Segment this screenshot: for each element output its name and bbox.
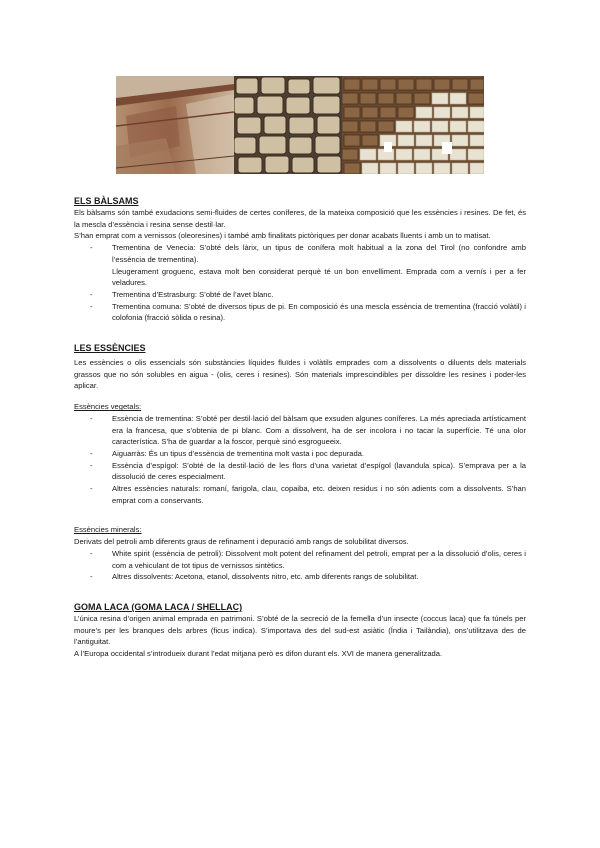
list-item: - Aiguarràs: És un tipus d’essència de trementina molt vasta i poc depurada.	[74, 448, 526, 460]
paragraph: Els bàlsams són també exudacions semi-fluides de certes coníferes, de la mateixa composició que les essències i resines. De fet, és la mescla d’essència i resina sense destil·lar.	[74, 208, 526, 229]
paragraph: S’han emprat com a vernissos (oleoresines) i també amb finalitats pictòriques per donar acabats lluents i amb un to matisat.	[74, 231, 491, 241]
list-item: - Essència de trementina: S’obté per destil·lació del bàlsam que exsuden algunes coníferes. La més apreciada artísticament era la francesa, que s’obtenia de pi blanc. Com a dissolvent, ha de ser incolora i no tacar la superfície. Té una olor característica. S’ha de guardar a la foscor, perquè sinó esgrogueeix.	[74, 413, 526, 448]
list-item: - Trementina comuna: S’obté de diversos tipus de pi. En composició és una mescla essència de trementina (fracció volàtil) i colofonia (fracció sòlida o resina).	[74, 301, 526, 324]
list-item: - Altres essències naturals: romaní, farigola, clau, copaiba, etc. deixen residus i no són adients com a dissolvents. S’han emprat com a conservants.	[74, 483, 526, 506]
section-title-gomalaca: GOMA LACA (GOMA LACA / SHELLAC)	[74, 601, 243, 612]
stone-wall-photo	[234, 76, 342, 174]
paragraph: Les essències o olis essencials són substàncies líquides fluïdes i volàtils emprades com a dissolvents o diluents dels materials grassos que no són solubles en aigua - (olis, ceres i resines). Són materials imprescindibles per dissoldre les resines i poder-les aplicar.	[74, 358, 526, 391]
paragraph: A l’Europa occidental s’introdueix durant l’edat mitjana però es difon durant els. XVI de manera generalitzada.	[74, 649, 443, 659]
document-body	[74, 195, 526, 660]
vegetals-list	[74, 413, 526, 507]
section-title-balsams: ELS BÀLSAMS	[74, 196, 139, 206]
paragraph: L’única resina d’origen animal emprada en patrimoni. S’obté de la secreció de la femella d’un insecte (coccus laca) que fa túnels per moure’s per les branques dels arbres (ficus indica). S’importava des del sud-est asiàtic (Índia i Tailàndia), ons’utilitzava des de l’antiguitat.	[74, 613, 526, 647]
cleaning-test-wall-photo	[342, 76, 484, 174]
list-item: - Essència d’espígol: S’obté de la destil·lació de les flors d’una varietat d’espígol (lavandula spica). S’emprava per a la dissolució de ceres especialment.	[74, 460, 526, 483]
list-item-extra: Lleugerament groguenc, estava molt ben considerat perquè té un bon envelliment. Emprada com a vernís i per a fer veladures.	[112, 266, 526, 288]
mural-wall-photo	[116, 76, 234, 174]
balsams-list	[74, 242, 526, 324]
subsection-title-vegetals: Essències vegetals:	[74, 402, 142, 412]
paragraph: Derivats del petroli amb diferents graus de refinament i depuració amb rangs de solubilitat diversos.	[74, 537, 409, 547]
minerals-list	[74, 548, 526, 583]
list-item: - White spirit (essència de petroli): Dissolvent molt potent del refinament del petroli, emprat per a la dissolució d’olis, ceres i com a vehiculant de tot tipus de vernissos sintètics.	[74, 548, 526, 571]
subsection-title-minerals: Essències minerals:	[74, 525, 142, 535]
header-photo-strip	[116, 76, 484, 174]
section-title-essencies: LES ESSÈNCIES	[74, 343, 146, 354]
list-item: - Altres dissolvents: Acetona, etanol, dissolvents nitro, etc. amb diferents rangs de solubilitat.	[74, 571, 526, 583]
list-item-text: - Trementina de Venecia: S’obté dels làrix, un tipus de conífera molt habitual a la zona del Tirol (no confondre amb l’essència de trementina).	[112, 243, 526, 264]
list-item	[74, 242, 526, 289]
list-item: - Trementina d’Estrasburg: S’obté de l’avet blanc.	[74, 289, 526, 301]
